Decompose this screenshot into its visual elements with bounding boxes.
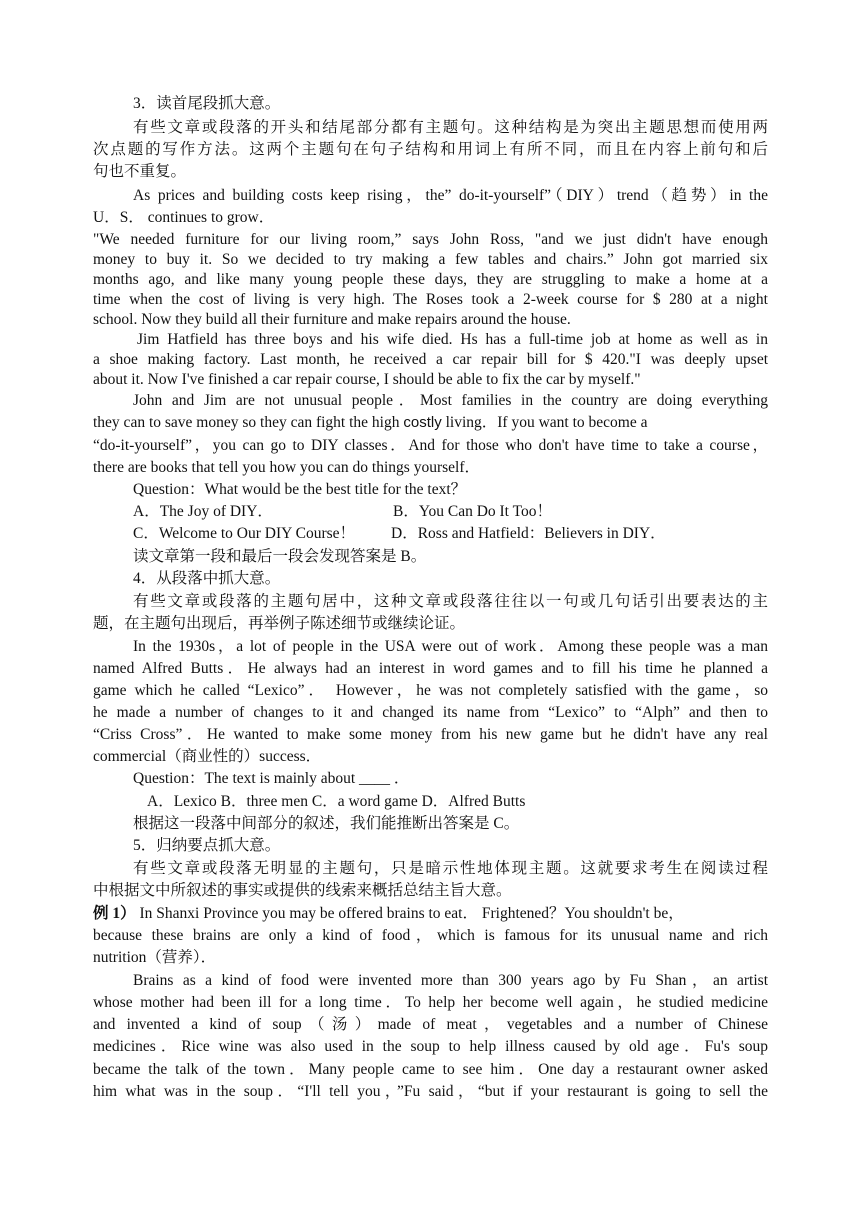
text-line: he made a number of changes to it and changed its name from “Lexico” to “Alph” and then to [93,704,768,721]
answer-text: 根据这一段落中间部分的叙述，我们能推断出答案是 C。 [133,815,520,832]
text-line: 中根据文中所叙述的事实或提供的线索来概括总结主旨大意。 [93,882,512,899]
option-d: D．Ross and Hatfield：Believers in DIY． [391,525,666,542]
heading-4: 4．从段落中抓大意。 [133,570,281,587]
option-c: C．Welcome to Our DIY Course！ [133,525,356,542]
text-line: nutrition（营养）． [93,949,217,966]
example-label: 例 1） [93,905,136,922]
text-line: named Alfred Butts．He always had an interest in word games and to fill his time he planned a [93,660,768,677]
question-text: Question：What would be the best title for the text？ [133,481,467,498]
text-line: and invented a kind of soup（汤）made of meat，vegetables and a number of Chinese [93,1016,768,1033]
text-line: 有些文章或段落的开头和结尾部分都有主题句。这种结构是为突出主题思想而使用两 [133,119,768,136]
text-line: “Criss Cross”．He wanted to make some money from his new game but he didn't have any real [93,726,768,743]
text-line: U．S． continues to grow． [93,209,275,226]
text-line: 次点题的写作方法。这两个主题句在句子结构和用词上有所不同，而且在内容上前句和后 [93,141,768,158]
text-line: In the 1930s，a lot of people in the USA were out of work．Among these people was a man [133,638,768,655]
text-line: 题，在主题句出现后，再举例子陈述细节或继续论证。 [93,615,466,632]
text-line: there are books that tell you how you can do things yourself． [93,459,480,476]
answer-text: 读文章第一段和最后一段会发现答案是 B。 [133,548,427,565]
text-line: because these brains are only a kind of food，which is famous for its unusual name and rich [93,927,768,944]
text-line: Brains as a kind of food were invented more than 300 years ago by Fu Shan，an artist [133,972,768,989]
text-line: about it. Now I've finished a car repair course, I should be able to fix the car by myself." [93,371,641,388]
question-text: Question：The text is mainly about ____ ． [133,770,410,787]
text-line: 有些文章或段落无明显的主题句，只是暗示性地体现主题。这就要求考生在阅读过程 [133,860,768,877]
options-line: A．Lexico B．three men C．a word game D．Alfred Butts [147,793,526,810]
text-line: Jim Hatfield has three boys and his wife died. Hs has a full-time job at home as well as in [137,331,768,348]
text-line: months ago, and like many young people these days, they are struggling to make a home at a [93,271,768,288]
text-line: 句也不重复。 [93,163,187,180]
text-line: 有些文章或段落的主题句居中，这种文章或段落往往以一句或几句话引出要表达的主 [133,593,768,610]
text-line: game which he called “Lexico”． However，he was not completely satisfied with the game，so [93,682,768,699]
heading-3: 3．读首尾段抓大意。 [133,95,281,112]
text-line: "We needed furniture for our living room,” says John Ross, "and we just didn't have enough [93,231,768,248]
text-line: school. Now they build all their furniture and make repairs around the house. [93,311,571,328]
option-a: A．The Joy of DIY． [133,503,273,520]
example-line: 例 1） In Shanxi Province you may be offered brains to eat． Frightened？You shouldn't be， [93,905,684,922]
text-line: they can to save money so they can fight the high costly living．If you want to become a [93,414,648,431]
heading-5: 5．归纳要点抓大意。 [133,837,281,854]
text-line: commercial（商业性的）success． [93,748,322,765]
text-line: whose mother had been ill for a long time．To help her become well again，he studied medicine [93,994,768,1011]
text-line: As prices and building costs keep rising，the” do-it-yourself”（DIY）trend（趋势）in the [133,187,768,204]
text-line: medicines．Rice wine was also used in the soup to help illness caused by old age．Fu's soup [93,1038,768,1055]
text-line: him what was in the soup．“I'll tell you，”Fu said，“but if your restaurant is going to sell the [93,1083,768,1100]
text-line: a shoe making factory. Last month, he received a car repair bill for $ 420."I was deeply upset [93,351,768,368]
text-line: “do-it-yourself”，you can go to DIY classes．And for those who don't have time to take a course， [93,437,768,454]
text-line: money to buy it. So we decided to try making a few tables and chairs.” John got married six [93,251,768,268]
option-b: B．You Can Do It Too！ [393,503,552,520]
text-line: time when the cost of living is very high. The Roses took a 2-week course for $ 280 at a night [93,291,768,308]
text-line: John and Jim are not unusual people．Most families in the country are doing everything [133,392,768,409]
text-line: became the talk of the town．Many people came to see him．One day a restaurant owner asked [93,1061,768,1078]
